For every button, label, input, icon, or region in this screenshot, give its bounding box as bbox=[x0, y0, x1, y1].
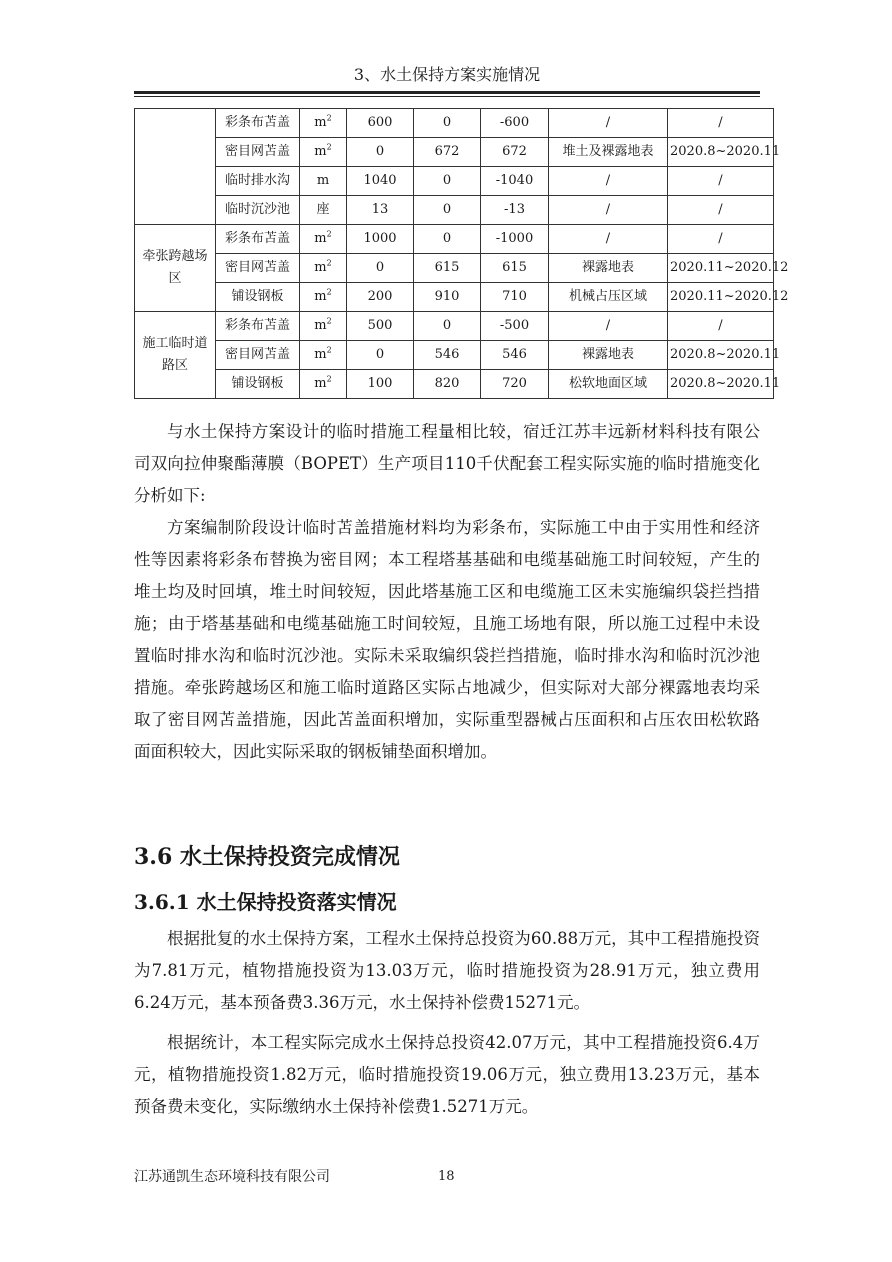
unit-cell bbox=[300, 167, 347, 196]
location-cell: 裸露地表 bbox=[549, 254, 668, 283]
location-cell: 机械占压区域 bbox=[549, 283, 668, 312]
planned-quantity-cell: 1000 bbox=[347, 225, 414, 254]
planned-quantity-cell: 0 bbox=[347, 138, 414, 167]
measure-cell: 临时排水沟 bbox=[216, 167, 300, 196]
table-row bbox=[135, 138, 774, 167]
period-cell: 2020.11~2020.12 bbox=[668, 254, 774, 283]
footer-company: 江苏通凯生态环境科技有限公司 bbox=[134, 1169, 330, 1185]
actual-quantity-cell: 910 bbox=[414, 283, 481, 312]
unit-exponent: 2 bbox=[326, 258, 332, 268]
period-cell: / bbox=[668, 225, 774, 254]
period-cell: / bbox=[668, 312, 774, 341]
header-rule-thin bbox=[134, 96, 760, 97]
actual-quantity-cell: 0 bbox=[414, 312, 481, 341]
unit-base: m bbox=[314, 347, 327, 362]
period-cell: 2020.8~2020.11 bbox=[668, 138, 774, 167]
period-cell: / bbox=[668, 167, 774, 196]
unit-base: m bbox=[314, 115, 327, 130]
planned-quantity-cell: 0 bbox=[347, 341, 414, 370]
actual-quantity-cell: 0 bbox=[414, 167, 481, 196]
planned-quantity-cell: 600 bbox=[347, 109, 414, 138]
unit-cell bbox=[300, 283, 347, 312]
measure-cell: 彩条布苫盖 bbox=[216, 109, 300, 138]
paragraph-change-analysis: 方案编制阶段设计临时苫盖措施材料均为彩条布，实际施工中由于实用性和经济性等因素将彩条布替换为密目网；本工程塔基基础和电缆基础施工时间较短，产生的堆土均及时回填，堆土时间较短，因此塔基施工区和电缆施工区未实施编织袋拦挡措施；由于塔基基础和电缆基础施工时间较短，且施工场地有限，所以施工过程中未设置临时排水沟和临时沉沙池。实际未采取编织袋拦挡措施，临时排水沟和临时沉沙池措施。牵张跨越场区和施工临时道路区实际占地减少，但实际对大部分裸露地表均采取了密目网苫盖措施，因此苫盖面积增加，实际重型器械占压面积和占压农田松软路面面积较大，因此实际采取的钢板铺垫面积增加。 bbox=[134, 518, 760, 761]
header-rule bbox=[134, 91, 760, 94]
change-quantity-cell: -1040 bbox=[481, 167, 549, 196]
unit-exponent: 2 bbox=[326, 229, 332, 239]
location-cell: / bbox=[549, 196, 668, 225]
unit-cell bbox=[300, 138, 347, 167]
zone-cell: 施工临时道路区 bbox=[135, 312, 216, 399]
table-row bbox=[135, 109, 774, 138]
section-heading: 3.6 水土保持投资完成情况 bbox=[134, 844, 400, 870]
change-quantity-cell: 710 bbox=[481, 283, 549, 312]
unit-cell bbox=[300, 341, 347, 370]
location-cell: / bbox=[549, 109, 668, 138]
measure-cell: 临时沉沙池 bbox=[216, 196, 300, 225]
table-row bbox=[135, 283, 774, 312]
unit-base: m bbox=[316, 173, 330, 188]
change-quantity-cell: 672 bbox=[481, 138, 549, 167]
actual-quantity-cell: 0 bbox=[414, 225, 481, 254]
period-cell: 2020.8~2020.11 bbox=[668, 370, 774, 399]
actual-quantity-cell: 0 bbox=[414, 196, 481, 225]
unit-exponent: 2 bbox=[326, 142, 332, 152]
unit-exponent: 2 bbox=[326, 374, 332, 384]
table-row bbox=[135, 341, 774, 370]
table-row bbox=[135, 225, 774, 254]
planned-quantity-cell: 100 bbox=[347, 370, 414, 399]
actual-quantity-cell: 820 bbox=[414, 370, 481, 399]
change-quantity-cell: -500 bbox=[481, 312, 549, 341]
subsection-heading: 3.6.1 水土保持投资落实情况 bbox=[134, 890, 397, 914]
page-number: 18 bbox=[438, 1169, 455, 1184]
unit-base: m bbox=[314, 144, 327, 159]
measure-cell: 铺设钢板 bbox=[216, 283, 300, 312]
period-cell: 2020.11~2020.12 bbox=[668, 283, 774, 312]
temporary-measures-table bbox=[134, 108, 789, 399]
measure-cell: 密目网苫盖 bbox=[216, 254, 300, 283]
unit-base: m bbox=[314, 289, 327, 304]
measure-cell: 彩条布苫盖 bbox=[216, 312, 300, 341]
measure-cell: 密目网苫盖 bbox=[216, 341, 300, 370]
table-row bbox=[135, 370, 774, 399]
location-cell: / bbox=[549, 225, 668, 254]
period-cell: / bbox=[668, 196, 774, 225]
actual-quantity-cell: 0 bbox=[414, 109, 481, 138]
table-row bbox=[135, 312, 774, 341]
planned-quantity-cell: 500 bbox=[347, 312, 414, 341]
paragraph-actual-investment: 根据统计，本工程实际完成水土保持总投资42.07万元，其中工程措施投资6.4万元，植物措施投资1.82万元，临时措施投资19.06万元，独立费用13.23万元，基本预备费未变化，实际缴纳水土保持补偿费1.5271万元。 bbox=[134, 1033, 760, 1116]
actual-quantity-cell: 672 bbox=[414, 138, 481, 167]
planned-quantity-cell: 13 bbox=[347, 196, 414, 225]
planned-quantity-cell: 0 bbox=[347, 254, 414, 283]
location-cell: / bbox=[549, 312, 668, 341]
table-row bbox=[135, 254, 774, 283]
planned-quantity-cell: 200 bbox=[347, 283, 414, 312]
unit-exponent: 2 bbox=[326, 345, 332, 355]
change-quantity-cell: 720 bbox=[481, 370, 549, 399]
unit-cell bbox=[300, 109, 347, 138]
period-cell: / bbox=[668, 109, 774, 138]
running-header: 3、水土保持方案实施情况 bbox=[353, 65, 541, 84]
unit-exponent: 2 bbox=[326, 287, 332, 297]
measure-cell: 密目网苫盖 bbox=[216, 138, 300, 167]
period-cell: 2020.8~2020.11 bbox=[668, 341, 774, 370]
location-cell: / bbox=[549, 167, 668, 196]
change-quantity-cell: -13 bbox=[481, 196, 549, 225]
location-cell: 松软地面区域 bbox=[549, 370, 668, 399]
unit-exponent: 2 bbox=[326, 113, 332, 123]
change-quantity-cell: -600 bbox=[481, 109, 549, 138]
unit-cell bbox=[300, 254, 347, 283]
zone-cell bbox=[135, 109, 216, 225]
planned-quantity-cell: 1040 bbox=[347, 167, 414, 196]
zone-cell: 牵张跨越场区 bbox=[135, 225, 216, 312]
actual-quantity-cell: 546 bbox=[414, 341, 481, 370]
measure-cell: 铺设钢板 bbox=[216, 370, 300, 399]
unit-cell bbox=[300, 196, 347, 225]
unit-exponent: 2 bbox=[326, 316, 332, 326]
change-quantity-cell: -1000 bbox=[481, 225, 549, 254]
table-row bbox=[135, 196, 774, 225]
unit-cell bbox=[300, 370, 347, 399]
paragraph-comparison-intro: 与水土保持方案设计的临时措施工程量相比较，宿迁江苏丰远新材料科技有限公司双向拉伸聚酯薄膜（BOPET）生产项目110千伏配套工程实际实施的临时措施变化分析如下: bbox=[134, 422, 760, 505]
location-cell: 堆土及裸露地表 bbox=[549, 138, 668, 167]
location-cell: 裸露地表 bbox=[549, 341, 668, 370]
unit-base: m bbox=[314, 318, 327, 333]
change-quantity-cell: 546 bbox=[481, 341, 549, 370]
change-quantity-cell: 615 bbox=[481, 254, 549, 283]
unit-cell bbox=[300, 225, 347, 254]
unit-cell bbox=[300, 312, 347, 341]
unit-base: m bbox=[314, 260, 327, 275]
actual-quantity-cell: 615 bbox=[414, 254, 481, 283]
paragraph-approved-investment: 根据批复的水土保持方案，工程水土保持总投资为60.88万元，其中工程措施投资为7.81万元，植物措施投资为13.03万元，临时措施投资为28.91万元，独立费用6.24万元，基本预备费3.36万元，水土保持补偿费15271元。 bbox=[134, 929, 760, 1012]
measure-cell: 彩条布苫盖 bbox=[216, 225, 300, 254]
unit-base: m bbox=[314, 376, 327, 391]
unit-base: 座 bbox=[316, 202, 330, 217]
table-row bbox=[135, 167, 774, 196]
unit-base: m bbox=[314, 231, 327, 246]
